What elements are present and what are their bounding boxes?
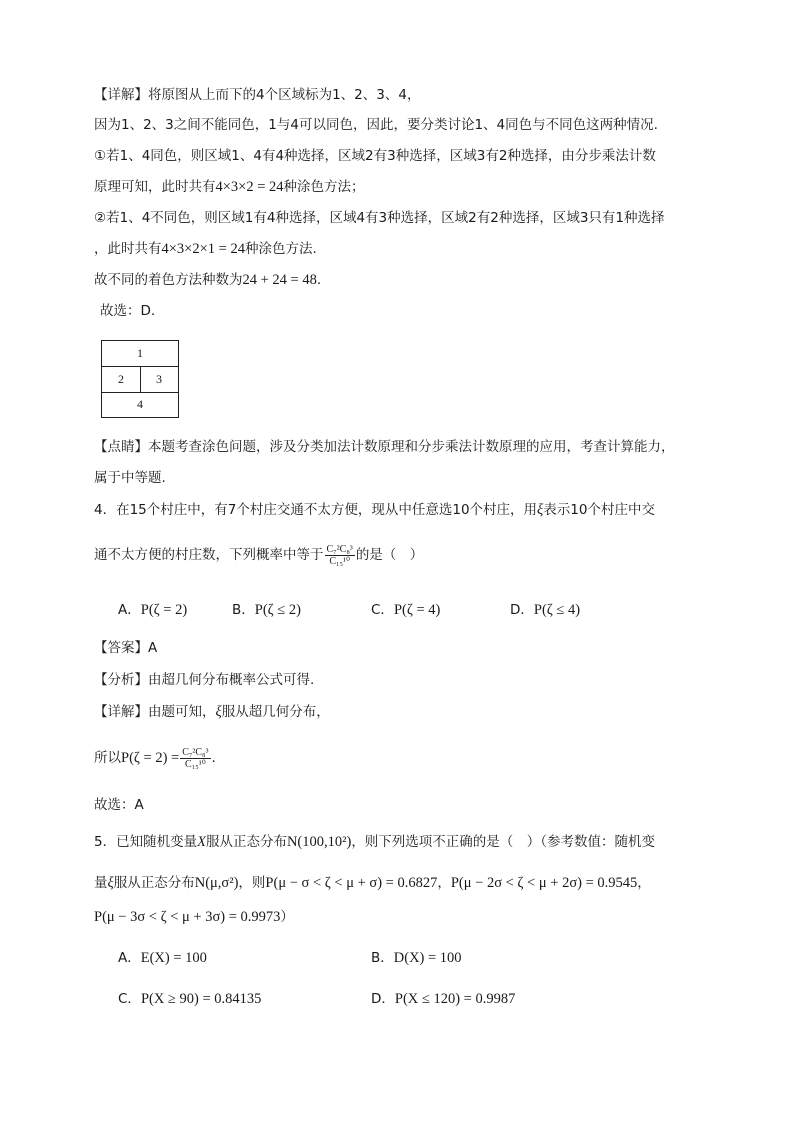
q4-option-a-text: P(ζ = 2) [140, 602, 188, 618]
q4-so-fraction [180, 747, 210, 770]
q5-l2-c: ，则 [238, 875, 266, 891]
q4-option-b-label: B． [232, 602, 255, 618]
q4-fraction-numerator: C₇²C₈³ [326, 543, 353, 555]
q5-option-c-text: P(X ≥ 90) = 0.84135 [140, 991, 262, 1007]
q4-detail-b: 服从超几何分布， [221, 704, 330, 720]
q4-option-d[interactable] [510, 600, 580, 620]
q3-choose: 故选：D. [100, 303, 156, 319]
q5-option-c[interactable] [118, 989, 261, 1009]
q3-comment-line-1 [94, 437, 675, 457]
q4-detail-line [94, 702, 330, 722]
q3-detail-line-3: ①若1、4同色，则区域1、4有4种选择，区域2有3种选择，区域3有2种选择，由分步乘法计数 [94, 148, 656, 164]
q5-l1-a: 5．已知随机变量 [94, 834, 198, 850]
q5-l1-math: N(100,10²) [286, 834, 352, 850]
q5-option-d-label: D． [371, 991, 395, 1007]
q5-l2-d: ， [437, 875, 451, 891]
q5-option-a-text: E(X) = 100 [140, 950, 207, 966]
q4-option-a-label: A． [118, 602, 141, 618]
q4-stem-line-1 [94, 500, 655, 520]
q3-l4-text-a: 原理可知，此时共有 [94, 179, 216, 195]
q4-stem-line-2 [94, 540, 423, 570]
q5-l2-var: ξ [107, 875, 114, 891]
q5-option-a[interactable] [118, 948, 207, 968]
q5-l1-c: ，则下列选项不正确的是（ ）（参考数值：随机变 [351, 834, 656, 850]
region-2: 2 [118, 371, 124, 386]
q5-option-c-label: C． [118, 991, 141, 1007]
region-3: 3 [156, 371, 162, 386]
q5-l1-b: 服从正态分布 [205, 834, 287, 850]
q4-l1-var: ξ [537, 502, 544, 518]
q4-option-c-text: P(ζ = 4) [393, 602, 441, 618]
q3-comment-text: 本题考查涂色问题，涉及分类加法计数原理和分步乘法计数原理的应用，考查计算能力， [148, 439, 675, 455]
q5-l3-math: P(μ − 3σ < ζ < μ + 3σ) = 0.9973 [94, 909, 281, 925]
q3-detail-line-4 [94, 177, 365, 197]
q5-stem-line-1 [94, 832, 655, 852]
q4-l1-text-b: 表示10个村庄中交 [543, 502, 655, 518]
q5-stem-line-3 [94, 907, 294, 927]
q3-comment-line-2: 属于中等题. [94, 470, 166, 486]
q4-option-c[interactable] [371, 600, 440, 620]
detail-label-q4: 【详解】 [94, 704, 148, 720]
q3-l6-text-a: ，此时共有 [94, 241, 162, 257]
q4-option-d-text: P(ζ ≤ 4) [533, 602, 581, 618]
q4-so-fraction-numerator: C₇²C₈³ [182, 746, 209, 758]
q5-l2-math3: P(μ − 2σ < ζ < μ + 2σ) = 0.9545 [450, 875, 638, 891]
q4-answer: A [148, 640, 158, 656]
q5-l2-math: N(μ,σ²) [194, 875, 239, 891]
q3-detail-line-6 [94, 239, 317, 259]
q5-l3-b: ） [280, 909, 294, 925]
q4-so-line [94, 743, 216, 773]
q5-l1-var: X [197, 834, 206, 850]
q3-detail-line-5: ②若1、4不同色，则区域1有4种选择，区域4有3种选择，区域2有2种选择，区域3只有1种选择 [94, 210, 665, 226]
q5-l2-math2: P(μ − σ < ζ < μ + σ) = 0.6827 [265, 875, 438, 891]
q4-answer-line [94, 638, 157, 658]
region-1: 1 [137, 346, 143, 360]
q4-so-b: . [211, 750, 216, 766]
q3-l7-math: 24 + 24 = 48 [242, 272, 317, 288]
q4-option-d-label: D． [510, 602, 534, 618]
q5-l2-a: 量 [94, 875, 108, 891]
q3-detail-line-2: 因为1、2、3之间不能同色，1与4可以同色，因此，要分类讨论1、4同色与不同色这两种情况. [94, 117, 658, 133]
analysis-label: 【分析】 [94, 672, 148, 688]
q4-choose: 故选：A [94, 797, 144, 813]
q4-detail-var: ξ [215, 704, 222, 720]
q4-l2-text-b: 的是（ ） [355, 547, 424, 563]
q5-option-d[interactable] [371, 989, 515, 1009]
q3-l7-text-b: . [316, 272, 322, 288]
q4-so-fraction-denominator: C₁₅¹⁰ [185, 758, 206, 770]
q4-l2-text-a: 通不太方便的村庄数，下列概率中等于 [94, 547, 324, 563]
q4-analysis: 由超几何分布概率公式可得. [148, 672, 315, 688]
answer-label: 【答案】 [94, 640, 148, 656]
q4-option-c-label: C． [371, 602, 394, 618]
region-4: 4 [137, 397, 143, 411]
q4-fraction-denominator: C₁₅¹⁰ [329, 555, 350, 567]
q3-l7-text-a: 故不同的着色方法种数为 [94, 272, 243, 288]
q5-option-b-text: D(X) = 100 [393, 950, 462, 966]
q4-so-math: P(ζ = 2) = [121, 750, 180, 766]
q4-option-a[interactable] [118, 600, 187, 620]
q5-l2-b: 服从正态分布 [113, 875, 195, 891]
q5-option-b[interactable] [371, 948, 462, 968]
q3-l6-text-b: 种涂色方法. [244, 241, 317, 257]
q3-detail-line-7 [94, 270, 321, 290]
q4-so-a: 所以 [94, 750, 121, 766]
detail-label: 【详解】 [94, 87, 148, 103]
q3-detail-line-1 [94, 85, 420, 105]
q3-l6-math: 4×3×2×1 = 24 [161, 241, 245, 257]
q3-l4-text-b: 种涂色方法； [283, 179, 365, 195]
region-diagram [101, 340, 179, 418]
q4-option-b-text: P(ζ ≤ 2) [254, 602, 301, 618]
q5-stem-line-2 [94, 873, 651, 893]
q5-option-a-label: A． [118, 950, 141, 966]
q3-detail-text-1: 将原图从上而下的4个区域标为1、2、3、4， [148, 87, 421, 103]
comment-label: 【点睛】 [94, 439, 148, 455]
q4-fraction [325, 544, 355, 567]
q3-l4-math: 4×3×2 = 24 [215, 179, 284, 195]
q5-l2-e: ， [637, 875, 651, 891]
q5-option-b-label: B． [371, 950, 394, 966]
q5-option-d-text: P(X ≤ 120) = 0.9987 [394, 991, 516, 1007]
q4-l1-text-a: 4．在15个村庄中，有7个村庄交通不太方便，现从中任意选10个村庄，用 [94, 502, 538, 518]
q4-detail-a: 由题可知， [148, 704, 216, 720]
q4-option-b[interactable] [232, 600, 301, 620]
q4-analysis-line [94, 670, 314, 690]
